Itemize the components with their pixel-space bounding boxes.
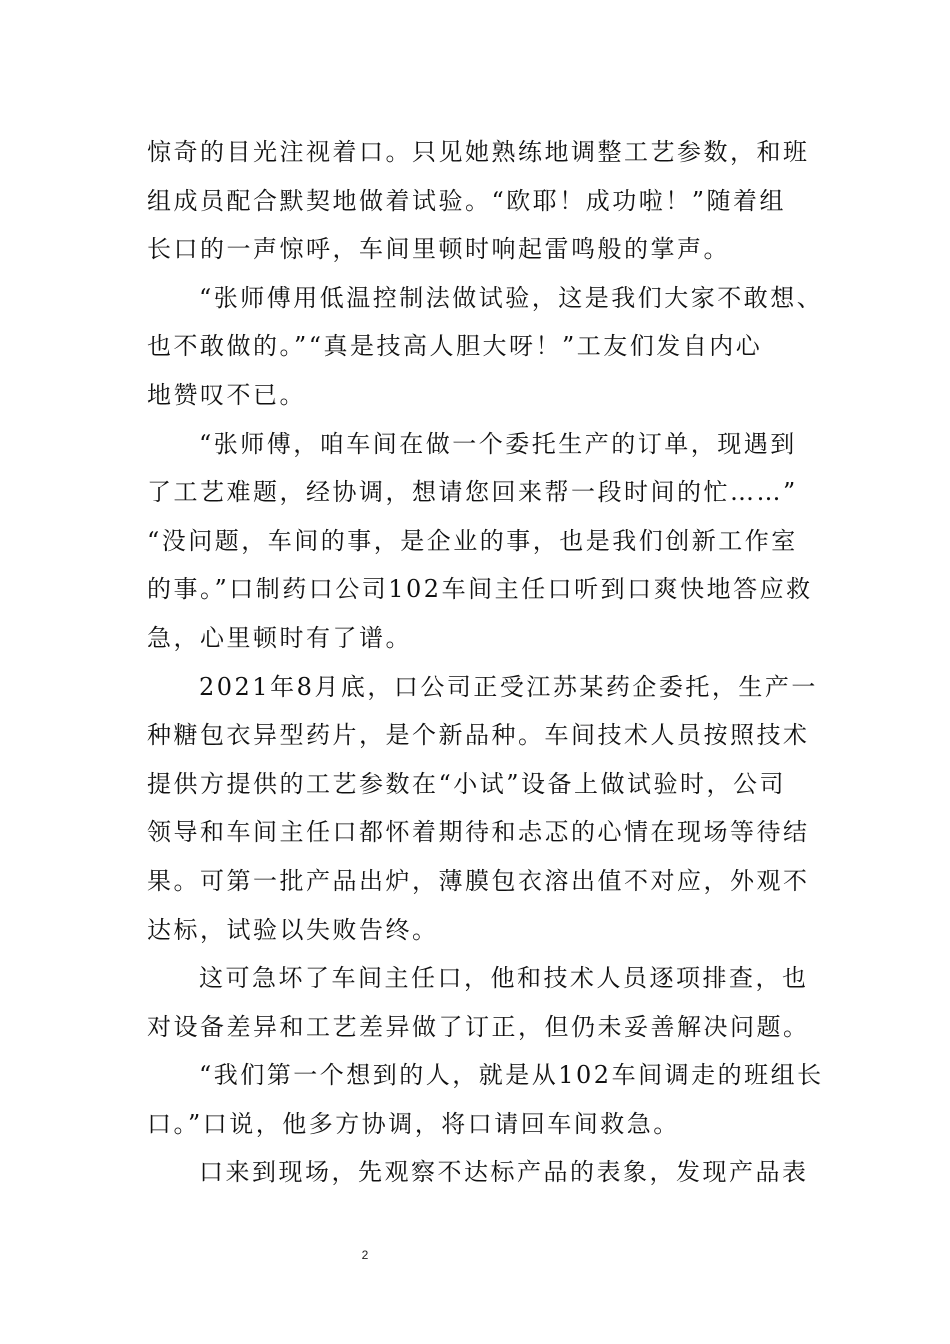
text-line: 领导和车间主任口都怀着期待和忐忑的心情在现场等待结 [147, 818, 810, 847]
text-line: 惊奇的目光注视着口。只见她熟练地调整工艺参数，和班 [147, 138, 810, 166]
text-line: 长口的一声惊呼，车间里顿时响起雷鸣般的掌声。 [147, 235, 730, 264]
text-line: 达标，试验以失败告终。 [147, 915, 439, 944]
text-line: “没问题，车间的事，是企业的事，也是我们创新工作室 [147, 526, 798, 555]
text-line: 地赞叹不已。 [147, 380, 306, 409]
text-line: 的事。”口制药口公司102车间主任口听到口爽快地答应救 [147, 575, 813, 604]
text-line: 2021年8月底，口公司正受江苏某药企委托，生产一 [199, 672, 818, 701]
page-number: 2 [361, 1248, 369, 1262]
text-line: 急，心里顿时有了谱。 [147, 623, 412, 652]
text-line: “我们第一个想到的人，就是从102车间调走的班组长 [199, 1061, 824, 1090]
text-line: 对设备差异和工艺差异做了订正，但仍未妥善解决问题。 [147, 1012, 810, 1041]
text-line: 果。可第一批产品出炉，薄膜包衣溶出值不对应，外观不 [147, 866, 810, 895]
text-line: “张师傅，咱车间在做一个委托生产的订单，现遇到 [199, 429, 797, 458]
text-line: 这可急坏了车间主任口，他和技术人员逐项排查，也 [199, 964, 809, 993]
text-line: 种糖包衣异型药片，是个新品种。车间技术人员按照技术 [147, 721, 810, 750]
text-line: 提供方提供的工艺参数在“小试”设备上做试验时，公司 [147, 769, 787, 798]
text-line: 也不敢做的。”“真是技高人胆大呀！”工友们发自内心 [147, 332, 763, 361]
text-line: 了工艺难题，经协调，想请您回来帮一段时间的忙……” [147, 478, 798, 507]
text-line: “张师傅用低温控制法做试验，这是我们大家不敢想、 [199, 283, 824, 312]
text-line: 口来到现场，先观察不达标产品的表象，发现产品表 [199, 1158, 809, 1187]
text-line: 组成员配合默契地做着试验。“欧耶！成功啦！”随着组 [147, 186, 787, 215]
text-line: 口。”口说，他多方协调，将口请回车间救急。 [147, 1109, 680, 1138]
body-text [147, 128, 824, 1197]
